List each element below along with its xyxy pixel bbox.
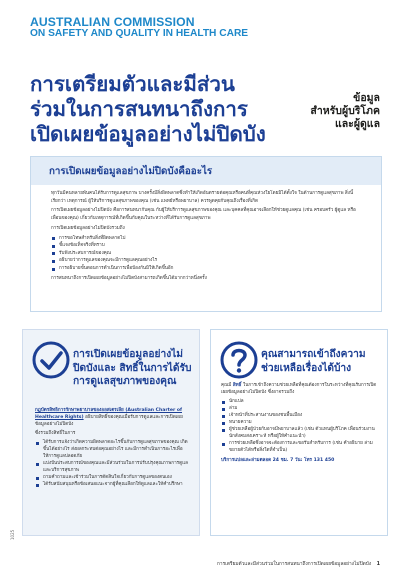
rights-emphasis: สิทธิ์ bbox=[232, 383, 242, 388]
document-code: 1025 bbox=[10, 529, 15, 540]
charter-link[interactable]: กฎบัตรสิทธิการรักษาพยาบาลของออสเตรเลีย (Australian Charter of Healthcare Rights) bbox=[35, 408, 182, 420]
section-body bbox=[31, 185, 381, 283]
list-item: การขอโทษสำหรับสิ่งที่ผิดพลาดไป bbox=[51, 235, 361, 243]
audience-line-2: สำหรับผู้บริโภค bbox=[310, 105, 380, 117]
paragraph: การสนทนาถึงการเปิดเผยข้อมูลอย่างไม่ปิดบังสามารถเกิดขึ้นได้มากกว่าหนึ่งครั้ง bbox=[51, 276, 207, 281]
paragraph: ทุกวันมีคนหลายพันคนได้รับการดูแลสุขภาพ บางครั้งมีสิ่งผิดพลาดซึ่งทำให้เกิดอันตรายต่อคุณหรือคนที่คุณห่วงใยโดยมิได้ตั้งใจ ในด้านการดูแลสุขภาพ สิ่งนี้เรียกว่า เหตุการณ์ ผู้ให้บริการดูแลสุขภาพของคุณ (เช่น แพทย์หรือพยาบาล) ควรพูดคุยกับคุณถึงเรื่องที่เกิด bbox=[51, 191, 354, 204]
list-item: นักแปล bbox=[221, 398, 381, 405]
bullet-list bbox=[51, 235, 361, 273]
title-line-3: เปิดเผยข้อมูลอย่างไม่ปิดบัง bbox=[30, 122, 266, 146]
list-item: รับฟังประสบการณ์ของคุณ bbox=[51, 250, 361, 258]
bullet-list bbox=[35, 439, 193, 488]
footer-text: การเตรียมตัวและมีส่วนร่วมในการสนทนาถึงการเปิดเผยข้อมูลอย่างไม่ปิดบัง bbox=[217, 562, 372, 567]
list-item: การช่วยเหลือซึ่งอาจจะต้องการและขอรับสำหรับการ (เช่น คำอธิบาย ล่าม ขยายตัวได้หรือสิ่งใดที่จำเป็น) bbox=[221, 440, 381, 454]
list-item: ชี้แจงข้อเท็จจริงที่ทราบ bbox=[51, 242, 361, 250]
list-item: แบ่งปันประสบการณ์ของคุณและมีส่วนร่วมในการปรับปรุงคุณภาพการดูแลและบริการสุขภาพ bbox=[35, 460, 193, 474]
paragraph: การเปิดเผยข้อมูลอย่างไม่ปิดบัง คือการสนทนากับคุณ กับผู้ให้บริการดูแลสุขภาพของคุณ และบุคคลที่คุณอาจเลือกให้ช่วยดูแลคุณ (เช่น ครอบครัว ผู้ดูแล หรือเพื่อนของคุณ) เกี่ยวกับเหตุการณ์ที่เกิดขึ้นกับคุณในระหว่างที่ได้รับการดูแลสุขภาพ bbox=[51, 208, 356, 221]
brand-line-1: AUSTRALIAN COMMISSION bbox=[30, 15, 195, 29]
title-line-2: ร่วมในการสนทนาถึงการ bbox=[30, 97, 248, 121]
interpreter-service: บริการแปลและล่ามตลอด bbox=[221, 457, 272, 463]
list-item: อธิบายว่าการดูแลของคุณจะมีการดูแลคุณอย่างไร bbox=[51, 257, 361, 265]
question-mark-icon bbox=[219, 340, 259, 380]
what-is-open-disclosure-section bbox=[30, 156, 382, 312]
list-item: การอธิบายขั้นตอนการดำเนินการเพื่อป้องกันมิให้เกิดขึ้นอีก bbox=[51, 265, 361, 273]
paragraph: อธิบายสิทธิ์ของคุณเมื่อรับการดูแลและการเปิดเผยข้อมูลอย่างไม่ปิดบัง bbox=[35, 415, 183, 427]
list-item: เจ้าหน้าที่ประสานงานของชนพื้นเมือง bbox=[221, 412, 381, 419]
commission-logo bbox=[30, 16, 248, 40]
page-title bbox=[30, 72, 300, 147]
section-heading: การเปิดเผยข้อมูลอย่างไม่ปิดบังและ สิทธิ์ในการได้รับการดูแลสุขภาพของคุณ bbox=[73, 349, 192, 387]
list-item: ถามคำถามและเข้าร่วมในการตัดสินใจเกี่ยวกับการดูแลของตนเอง bbox=[35, 474, 193, 481]
checkmark-icon bbox=[31, 340, 71, 380]
rights-section bbox=[22, 329, 200, 536]
title-line-1: การเตรียมตัวและมีส่วน bbox=[30, 72, 235, 96]
bullet-list bbox=[221, 398, 381, 454]
page-footer bbox=[217, 560, 380, 568]
list-item: ผู้ช่วยเหลือผู้ป่วยกับอาจมีพยาบาลแล้ว (เช่น ตัวแทนผู้บริโภค เพื่อนร่วมงาน นักสังคมสงเคราะห์ หรือผู้ให้คำแนะนำ) bbox=[221, 426, 381, 440]
page-number: 1 bbox=[376, 562, 380, 567]
list-item: ได้รับการแจ้งว่าเกิดความผิดพลาดอะไรขึ้นกับการดูแลสุขภาพของคุณ เกิดขึ้นได้อย่างไร ส่งผลกระทบต่อคุณอย่างไร และมีการดำเนินการอะไรเพื่อให้การดูแลปลอดภัย bbox=[35, 439, 193, 460]
list-item: ได้รับสนับสนุนหรือข้อเสนอแนะจากผู้ที่คุณเลือกให้ดูแลและให้คำปรึกษา bbox=[35, 481, 193, 488]
paragraph: ซึ่งรวมถึงสิทธิ์ในการ bbox=[35, 431, 76, 437]
paragraph: คุณมี bbox=[221, 383, 232, 388]
audience-line-1: ข้อมูล bbox=[353, 92, 380, 104]
support-section bbox=[210, 329, 388, 536]
section-heading: การเปิดเผยข้อมูลอย่างไม่ปิดบังคืออะไร bbox=[31, 157, 381, 185]
section-body bbox=[221, 382, 381, 466]
interpreter-phone[interactable]: 24 ชม. 7 วัน: โทร 131 450 bbox=[272, 457, 335, 463]
audience-label bbox=[285, 92, 380, 131]
section-body bbox=[35, 407, 193, 491]
paragraph: การเปิดเผยข้อมูลอย่างไม่ปิดบังรวมถึง bbox=[51, 225, 125, 231]
list-item: ทนายความ bbox=[221, 419, 381, 426]
brand-line-2: ON SAFETY AND QUALITY IN HEALTH CARE bbox=[30, 28, 249, 39]
list-item: ล่าม bbox=[221, 405, 381, 412]
section-heading: คุณสามารถเข้าถึงความช่วยเหลือเรื่องได้บ้าง bbox=[261, 349, 366, 374]
audience-line-3: และผู้ดูแล bbox=[334, 118, 380, 130]
paragraph: ในการเข้าถึงความช่วยเหลือที่คุณต้องการในระหว่างที่คุณรับการเปิดเผยข้อมูลอย่างไม่ปิดบัง ซึ่งอาจรวมถึง bbox=[221, 383, 377, 395]
